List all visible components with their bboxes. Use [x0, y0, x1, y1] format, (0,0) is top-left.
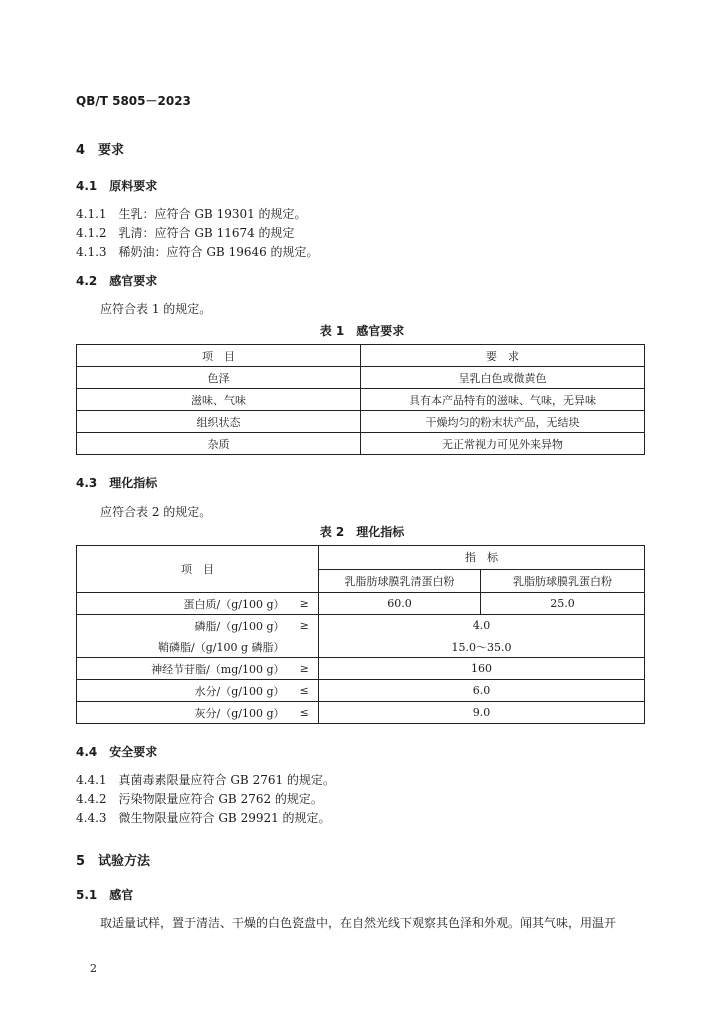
row-label: 磷脂/（g/100 g）: [77, 615, 291, 637]
clause-4-4-2: 4.4.2 污染物限量应符合 GB 2762 的规定。: [76, 792, 323, 806]
clause-4-1-3: 4.1.3 稀奶油：应符合 GB 19646 的规定。: [76, 245, 319, 259]
row-item: 色泽: [77, 367, 361, 389]
row-symbol: ≤: [291, 680, 319, 702]
table-row: [77, 411, 645, 433]
row-value: 15.0～35.0: [319, 636, 645, 658]
header-item: 项 目: [77, 546, 319, 593]
row-requirement: 干燥均匀的粉末状产品，无结块: [361, 411, 645, 433]
physicochemical-table: [76, 545, 645, 724]
row-value: 9.0: [319, 702, 645, 724]
clause-4-4-3: 4.4.3 微生物限量应符合 GB 29921 的规定。: [76, 811, 331, 825]
clause-4-1-2: 4.1.2 乳清：应符合 GB 11674 的规定: [76, 226, 295, 240]
row-item: 滋味、气味: [77, 389, 361, 411]
header-col-milk-protein: 乳脂肪球膜乳蛋白粉: [481, 569, 645, 593]
row-symbol: [291, 636, 319, 658]
section-4-2-text: 应符合表 1 的规定。: [100, 302, 212, 316]
section-4-4-title: 4.4 安全要求: [76, 745, 158, 759]
row-symbol: ≥: [291, 658, 319, 680]
row-label: 鞘磷脂/（g/100 g 磷脂）: [77, 636, 291, 658]
row-value: 6.0: [319, 680, 645, 702]
row-item: 组织状态: [77, 411, 361, 433]
table-row: [77, 702, 645, 724]
row-symbol: ≥: [291, 615, 319, 637]
row-label: 神经节苷脂/（mg/100 g）: [77, 658, 291, 680]
row-label: 水分/（g/100 g）: [77, 680, 291, 702]
table-row: [77, 433, 645, 455]
table-header-row: [77, 345, 645, 367]
page-number: 2: [90, 962, 97, 975]
table-1-title: 表 1 感官要求: [319, 324, 405, 338]
table-row: [77, 658, 645, 680]
table-row: [77, 615, 645, 637]
section-4-1-title: 4.1 原料要求: [76, 179, 158, 193]
sensory-requirements-table: [76, 344, 645, 455]
section-4-3-text: 应符合表 2 的规定。: [100, 505, 212, 519]
row-requirement: 无正常视力可见外来异物: [361, 433, 645, 455]
row-value: 25.0: [481, 593, 645, 615]
section-5-1-text: 取适量试样，置于清洁、干燥的白色瓷盘中，在自然光线下观察其色泽和外观。闻其气味，用温开: [100, 916, 617, 930]
row-value: 4.0: [319, 615, 645, 637]
section-4-3-title: 4.3 理化指标: [76, 476, 158, 490]
section-4-2-title: 4.2 感官要求: [76, 274, 158, 288]
table-row: [77, 389, 645, 411]
clause-4-1-1: 4.1.1 生乳：应符合 GB 19301 的规定。: [76, 207, 307, 221]
section-5-title: 5 试验方法: [76, 854, 151, 869]
clause-4-4-1: 4.4.1 真菌毒素限量应符合 GB 2761 的规定。: [76, 773, 335, 787]
row-symbol: ≥: [291, 593, 319, 615]
header-requirement: 要 求: [361, 345, 645, 367]
header-item: 项 目: [77, 345, 361, 367]
table-2-title: 表 2 理化指标: [319, 525, 405, 539]
header-index: 指 标: [319, 546, 645, 570]
table-row: [77, 593, 645, 615]
table-row: [77, 367, 645, 389]
row-item: 杂质: [77, 433, 361, 455]
row-requirement: 具有本产品特有的滋味、气味，无异味: [361, 389, 645, 411]
table-row: [77, 636, 645, 658]
row-requirement: 呈乳白色或微黄色: [361, 367, 645, 389]
row-value: 160: [319, 658, 645, 680]
section-4-title: 4 要求: [76, 143, 125, 158]
table-row: [77, 680, 645, 702]
section-5-1-title: 5.1 感官: [76, 888, 134, 902]
row-value: 60.0: [319, 593, 481, 615]
document-code: QB/T 5805－2023: [76, 94, 191, 108]
header-col-whey-protein: 乳脂肪球膜乳清蛋白粉: [319, 569, 481, 593]
row-symbol: ≤: [291, 702, 319, 724]
row-label: 灰分/（g/100 g）: [77, 702, 291, 724]
row-label: 蛋白质/（g/100 g）: [77, 593, 291, 615]
